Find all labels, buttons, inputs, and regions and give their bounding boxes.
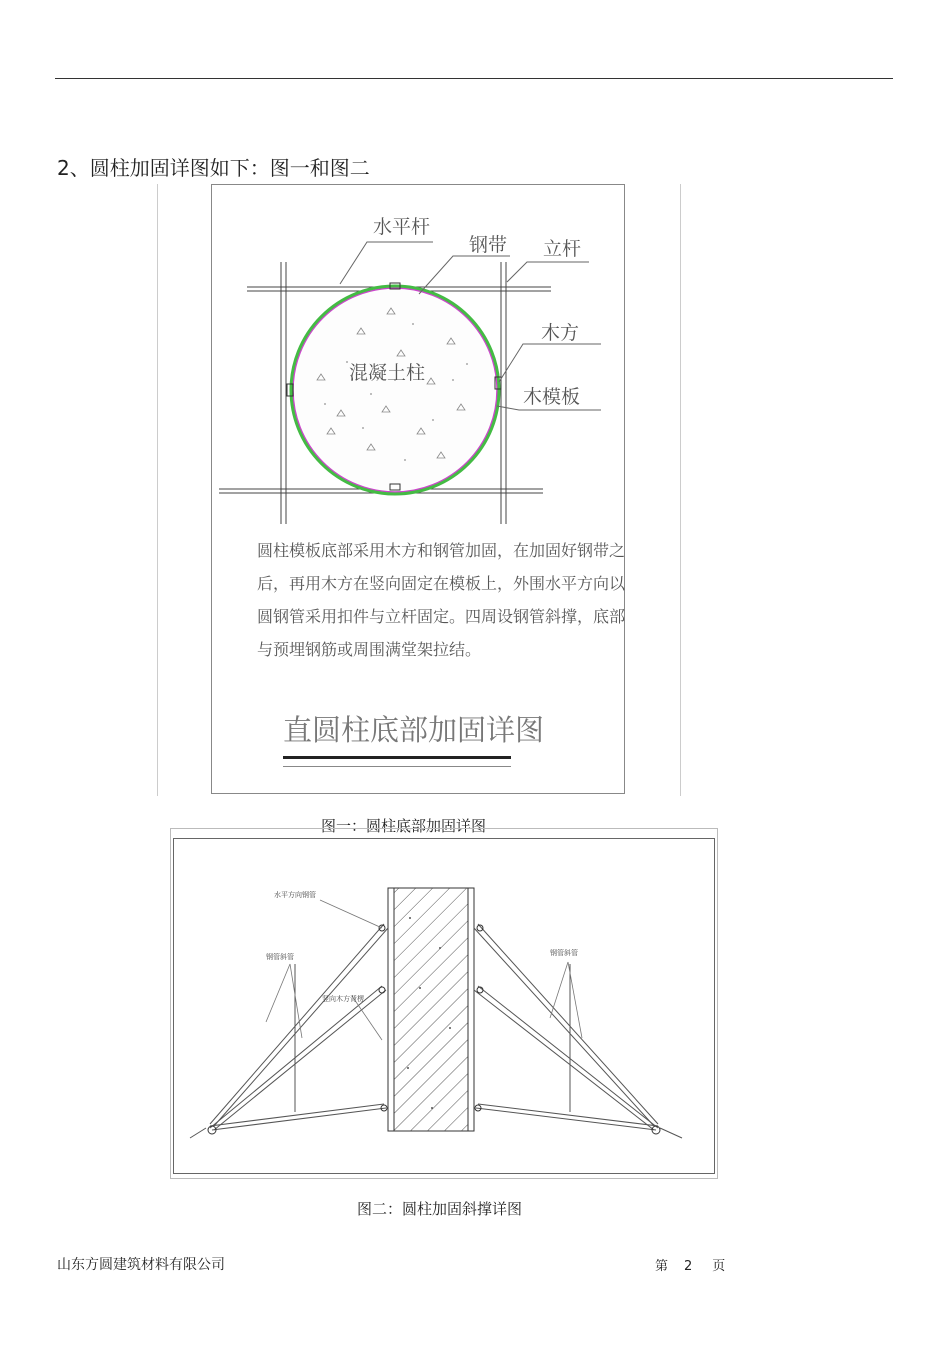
header-rule (55, 78, 893, 79)
description-line: 与预埋钢筋或周围满堂架拉结。 (257, 640, 482, 659)
figure-1-description (257, 534, 626, 666)
footer-company: 山东方圆建筑材料有限公司 (57, 1257, 225, 1273)
title-underline-thin (283, 766, 511, 767)
label-right-pipe: 钢管斜管 (550, 949, 578, 957)
label-horizontal-bar: 水平杆 (373, 216, 431, 238)
column-plan-drawing (157, 184, 681, 796)
description-line: 圆钢管采用扣件与立杆固定。四周设钢管斜撑，底部 (257, 607, 626, 626)
label-wood-formwork: 木模板 (523, 386, 581, 408)
figure-2 (170, 828, 718, 1180)
figure-2-caption: 图二：圆柱加固斜撑详图 (357, 1200, 523, 1218)
description-line: 圆柱模板底部采用木方和钢管加固，在加固好钢带之 (257, 541, 626, 560)
figure-1-caption: 图一：圆柱底部加固详图 (321, 817, 487, 835)
figure-1 (157, 184, 681, 796)
label-left-pipe: 钢管斜管 (266, 953, 294, 961)
label-horizontal-pipe: 水平方向钢管 (274, 891, 316, 899)
label-concrete-column: 混凝土柱 (349, 362, 426, 384)
section-heading: 2、圆柱加固详图如下：图一和图二 (57, 156, 370, 180)
label-vertical-timber: 竖向木方背楞 (322, 995, 364, 1003)
label-steel-band: 钢带 (469, 234, 508, 256)
figure-1-title: 直圆柱底部加固详图 (283, 713, 545, 747)
label-timber: 木方 (541, 322, 580, 344)
column-bracing-drawing (170, 828, 718, 1180)
title-underline (283, 756, 511, 759)
page-number: 2 (684, 1259, 693, 1274)
description-line: 后，再用木方在竖向固定在模板上，外围水平方向以 (257, 574, 626, 593)
page-suffix: 页 (712, 1259, 726, 1274)
label-vertical-bar: 立杆 (543, 238, 582, 260)
footer-page (655, 1255, 725, 1274)
page-prefix: 第 (655, 1259, 669, 1274)
